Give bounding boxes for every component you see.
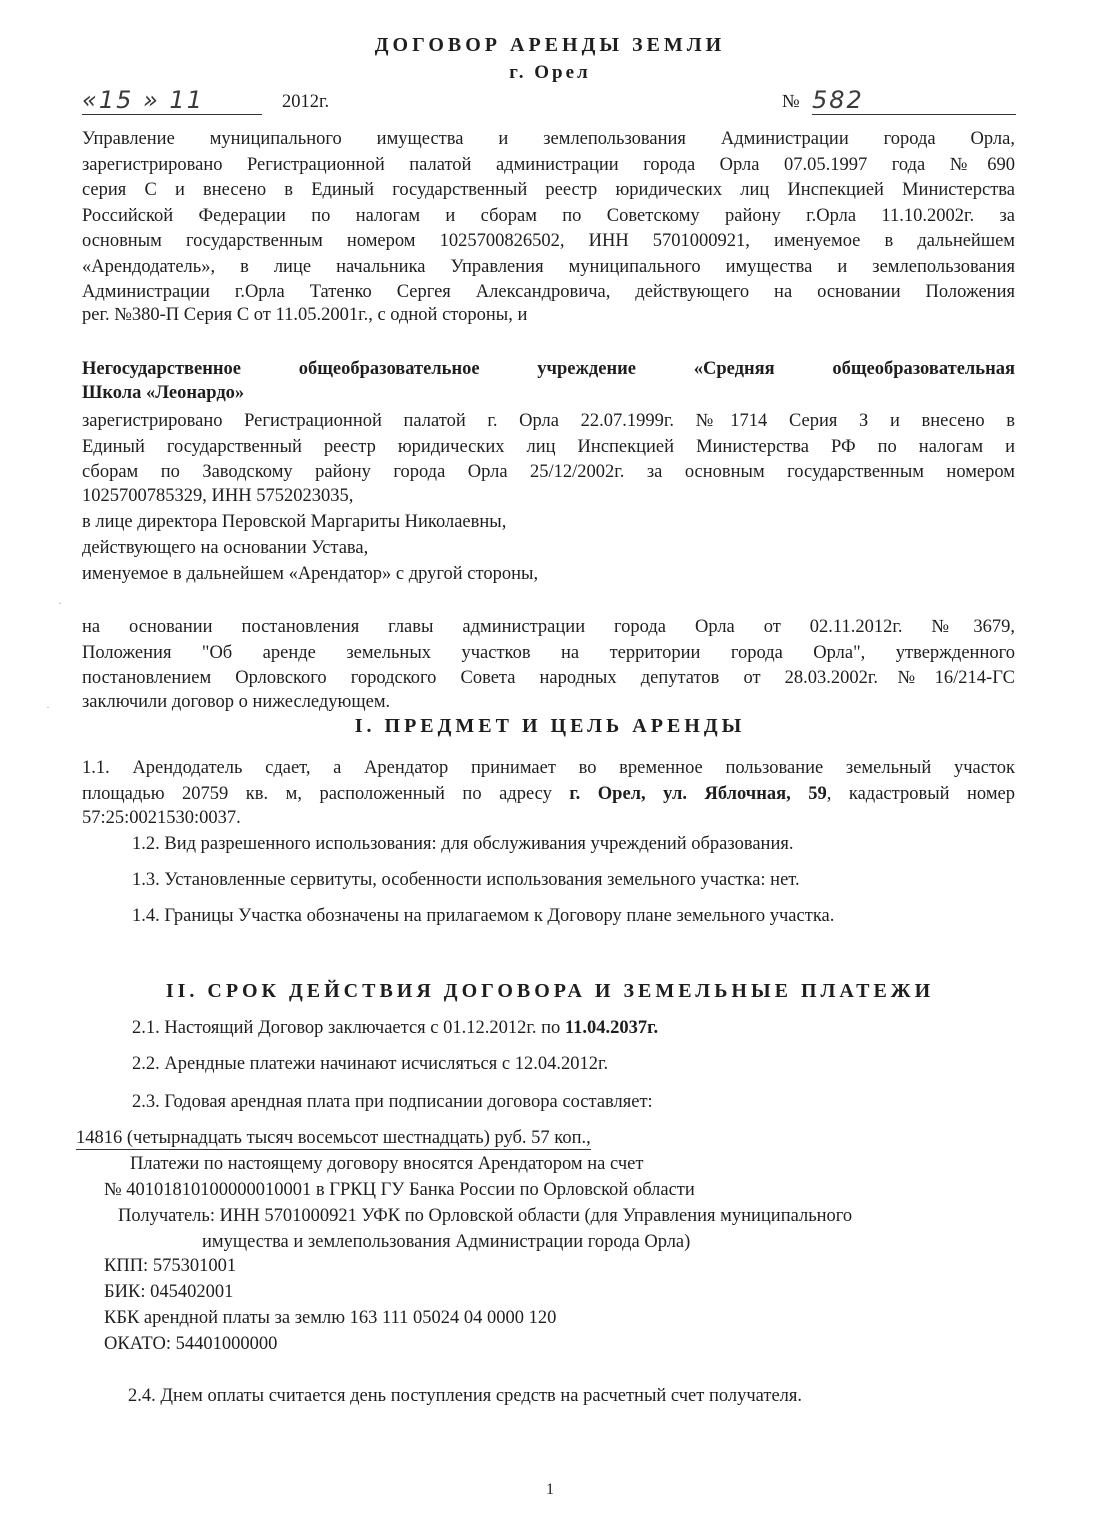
- section-2-heading: II. СРОК ДЕЙСТВИЯ ДОГОВОРА И ЗЕМЕЛЬНЫЕ ПЛАТЕЖИ: [165, 980, 935, 1002]
- plot-address: г. Орел, ул. Яблочная, 59: [569, 783, 827, 804]
- lessee-designation: именуемое в дальнейшем «Арендатор» с другой стороны,: [82, 564, 539, 584]
- handwritten-date: «15 » 11: [82, 86, 262, 115]
- clause-2-3: 2.3. Годовая арендная плата при подписании договора составляет:: [132, 1092, 653, 1112]
- clause-2-4: 2.4. Днем оплаты считается день поступления средств на расчетный счет получателя.: [128, 1386, 803, 1406]
- text-line: «Арендодатель», в лице начальника Управления муниципального имущества и землепользования: [82, 256, 1015, 277]
- handwritten-contract-number: 582: [812, 86, 1016, 115]
- text-fragment: , кадастровый номер: [826, 783, 1015, 804]
- text-line: 1.1. Арендодатель сдает, а Арендатор принимает во временное пользование земельный участок: [82, 758, 1015, 778]
- clause-1-4: 1.4. Границы Участка обозначены на прилагаемом к Договору плане земельного участка.: [132, 906, 835, 926]
- lessee-name-line: Школа «Леонардо»: [82, 383, 245, 403]
- scan-speck: ·: [58, 596, 62, 610]
- clause-2-1: [132, 1018, 658, 1039]
- page-number: 1: [546, 1481, 554, 1498]
- lessee-name: [82, 357, 1015, 383]
- text-line: серия С и внесено в Единый государственный реестр юридических лиц Инспекцией Министерства: [82, 180, 1015, 200]
- text-fragment: 2.1. Настоящий Договор заключается с 01.12.2012г. по: [132, 1018, 565, 1038]
- contract-number-label: №: [782, 92, 800, 112]
- lessee-registration-last: 1025700785329, ИНН 5752023035,: [82, 486, 354, 506]
- section-1-heading: I. ПРЕДМЕТ И ЦЕЛЬ АРЕНДЫ: [354, 715, 746, 737]
- recipient-line: Получатель: ИНН 5701000921 УФК по Орловской области (для Управления муниципального: [118, 1206, 853, 1226]
- lessor-paragraph: [82, 127, 1015, 306]
- kbk-code: КБК арендной платы за землю 163 111 05024 04 0000 120: [104, 1308, 557, 1328]
- document-city: г. Орел: [509, 62, 591, 83]
- payment-account-line: Платежи по настоящему договору вносятся Арендатором на счет: [130, 1154, 644, 1174]
- bik-code: БИК: 045402001: [104, 1282, 234, 1302]
- text-line: Единый государственный реестр юридических лиц Инспекцией Министерства РФ по налогам и: [82, 436, 1015, 457]
- text-line: Российской Федерации по налогам и сборам по Советскому району г.Орла 11.10.2002г. за: [82, 205, 1015, 226]
- text-line: сборам по Заводскому району города Орла 25/12/2002г. за основным государственным номером: [82, 462, 1015, 482]
- lessee-registration: [82, 409, 1015, 486]
- basis-last-line: заключили договор о нижеследующем.: [82, 692, 391, 712]
- cadastral-number: 57:25:0021530:0037.: [82, 808, 241, 828]
- basis-paragraph: [82, 615, 1015, 692]
- text-line: Администрации г.Орла Татенко Сергея Александровича, действующего на основании Положения: [82, 282, 1015, 302]
- payment-account-number: № 40101810100000010001 в ГРКЦ ГУ Банка России по Орловской области: [104, 1180, 695, 1200]
- text-line: зарегистрировано Регистрационной палатой г. Орла 22.07.1999г. №1714 Серия З и внесено в: [82, 411, 1015, 431]
- clause-1-2: 1.2. Вид разрешенного использования: для обслуживания учреждений образования.: [132, 834, 794, 854]
- text-line: [82, 782, 1015, 808]
- scan-speck: ·: [46, 700, 50, 714]
- lessee-basis: действующего на основании Устава,: [82, 538, 369, 558]
- lessor-last-line: рег. №380-П Серия С от 11.05.2001г., с одной стороны, и: [82, 305, 528, 325]
- text-line: зарегистрировано Регистрационной палатой администрации города Орла 07.05.1997 года №690: [82, 154, 1015, 175]
- text-line: на основании постановления главы администрации города Орла от 02.11.2012г. №3679,: [82, 617, 1015, 637]
- kpp-code: КПП: 575301001: [104, 1256, 237, 1276]
- text-line: основным государственным номером 1025700826502, ИНН 5701000921, именуемое в дальнейшем: [82, 231, 1015, 251]
- lessee-director: в лице директора Перовской Маргариты Николаевны,: [82, 512, 507, 532]
- recipient-line-2: имущества и землепользования Администрации города Орла): [202, 1232, 691, 1252]
- text-line: Управление муниципального имущества и землепользования Администрации города Орла,: [82, 129, 1015, 149]
- contract-end-date: 11.04.2037г.: [564, 1018, 659, 1038]
- clause-1-3: 1.3. Установленные сервитуты, особенности использования земельного участка: нет.: [132, 870, 800, 890]
- clause-1-1: [82, 756, 1015, 807]
- text-line: постановлением Орловского городского Совета народных депутатов от 28.03.2002г.№16/214-ГС: [82, 668, 1015, 688]
- okato-code: ОКАТО: 54401000000: [104, 1334, 278, 1354]
- text-fragment: площадью 20759 кв. м, расположенный по адресу: [82, 783, 570, 804]
- contract-year: 2012г.: [282, 92, 330, 112]
- annual-rent-amount: 14816 (четырнадцать тысяч восемьсот шестнадцать) руб. 57 коп.,: [76, 1128, 591, 1148]
- document-title: ДОГОВОР АРЕНДЫ ЗЕМЛИ: [374, 34, 726, 56]
- lessee-name-line: Негосударственное общеобразовательное учреждение «Средняя общеобразовательная: [82, 359, 1015, 379]
- clause-2-2: 2.2. Арендные платежи начинают исчисляться с 12.04.2012г.: [132, 1054, 609, 1074]
- text-line: Положения "Об аренде земельных участков на территории города Орла", утвержденного: [82, 642, 1015, 663]
